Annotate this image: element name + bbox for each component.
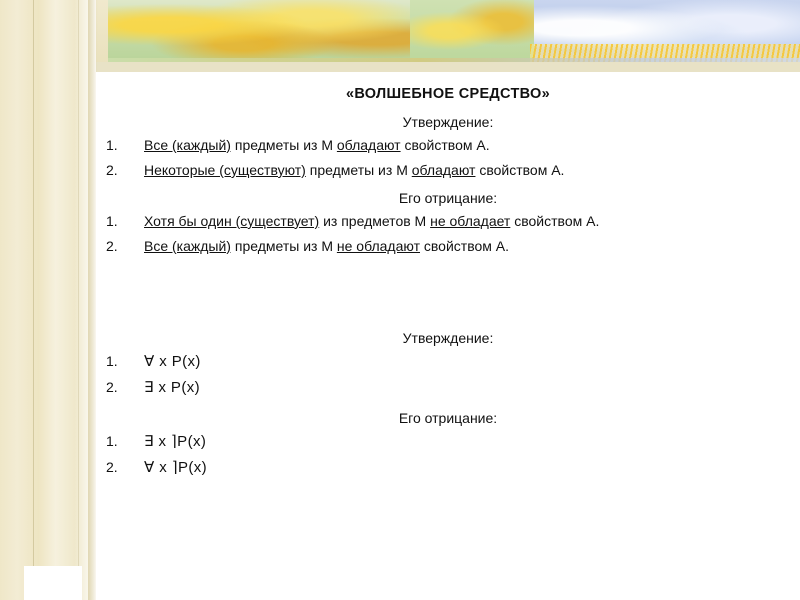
list-item-text xyxy=(144,432,800,452)
list-item-number: 2. xyxy=(106,237,118,254)
list-item-text xyxy=(144,212,800,231)
plain-run: ∃ x P(x) xyxy=(144,378,201,396)
section-spacer xyxy=(96,262,800,318)
underlined-run: обладают xyxy=(336,137,401,153)
list-negation-1 xyxy=(96,212,800,256)
plain-run: ∀ x ⌉P(x) xyxy=(144,459,208,477)
section-heading-negation-2: Его отрицание: xyxy=(398,410,498,427)
list-item-text xyxy=(144,352,800,372)
list-item xyxy=(96,352,800,372)
list-item xyxy=(96,458,800,478)
decorative-top-banner xyxy=(0,0,800,72)
list-item-text xyxy=(144,378,800,398)
list-statement-1 xyxy=(96,136,800,180)
left-band-rule-1 xyxy=(33,0,34,600)
banner-autumn-leaves-segment xyxy=(108,0,416,62)
list-item-text xyxy=(144,458,800,478)
plain-run: ∃ x ⌉P(x) xyxy=(144,433,207,451)
underlined-run: не обладает xyxy=(430,212,511,229)
list-item-number: 2. xyxy=(106,459,118,476)
plain-run: свойством А. xyxy=(420,237,509,254)
slide-title: «ВОЛШЕБНОЕ СРЕДСТВО» xyxy=(346,86,550,102)
plain-run: ∀ x P(x) xyxy=(144,352,201,370)
left-band-rule-2 xyxy=(78,0,79,600)
section-heading-statement-1: Утверждение: xyxy=(402,114,494,130)
list-item-number: 1. xyxy=(106,137,118,153)
list-item xyxy=(96,212,800,231)
list-item-number: 1. xyxy=(106,212,118,229)
list-item-number: 1. xyxy=(106,352,118,369)
list-item-number: 2. xyxy=(106,161,118,178)
list-item xyxy=(96,432,800,452)
underlined-run: Хотя бы один (существует) xyxy=(144,212,320,229)
plain-run: свойством А. xyxy=(475,161,565,178)
banner-leaves-secondary-segment xyxy=(410,0,540,62)
list-item xyxy=(96,136,800,155)
plain-run: свойством А. xyxy=(510,212,600,229)
underlined-run: обладают xyxy=(411,161,476,178)
banner-bottom-bar xyxy=(96,62,800,72)
list-item-text xyxy=(144,237,800,256)
list-item-text xyxy=(144,136,800,155)
decorative-left-band xyxy=(0,0,96,600)
list-item xyxy=(96,161,800,180)
section-heading-negation-1: Его отрицание: xyxy=(398,189,498,206)
underlined-run: Все (каждый) xyxy=(144,237,231,254)
page-corner-edge xyxy=(24,566,82,600)
plain-run: предметы из М xyxy=(230,137,337,153)
list-item-text xyxy=(144,161,800,180)
underlined-run: не обладают xyxy=(336,237,420,254)
section-heading-statement-2: Утверждение: xyxy=(402,329,494,346)
underlined-run: Некоторые (существуют) xyxy=(144,161,306,178)
plain-run: предметы из М xyxy=(230,237,337,254)
list-item xyxy=(96,237,800,256)
list-item xyxy=(96,378,800,398)
plain-run: предметы из М xyxy=(305,161,412,178)
list-item-number: 2. xyxy=(106,378,118,395)
plain-run: свойством А. xyxy=(400,137,490,153)
slide-content xyxy=(96,72,800,600)
plain-run: из предметов М xyxy=(319,212,431,229)
list-statement-2 xyxy=(96,352,800,399)
list-item-number: 1. xyxy=(106,433,118,450)
list-negation-2 xyxy=(96,432,800,479)
underlined-run: Все (каждый) xyxy=(144,137,231,153)
